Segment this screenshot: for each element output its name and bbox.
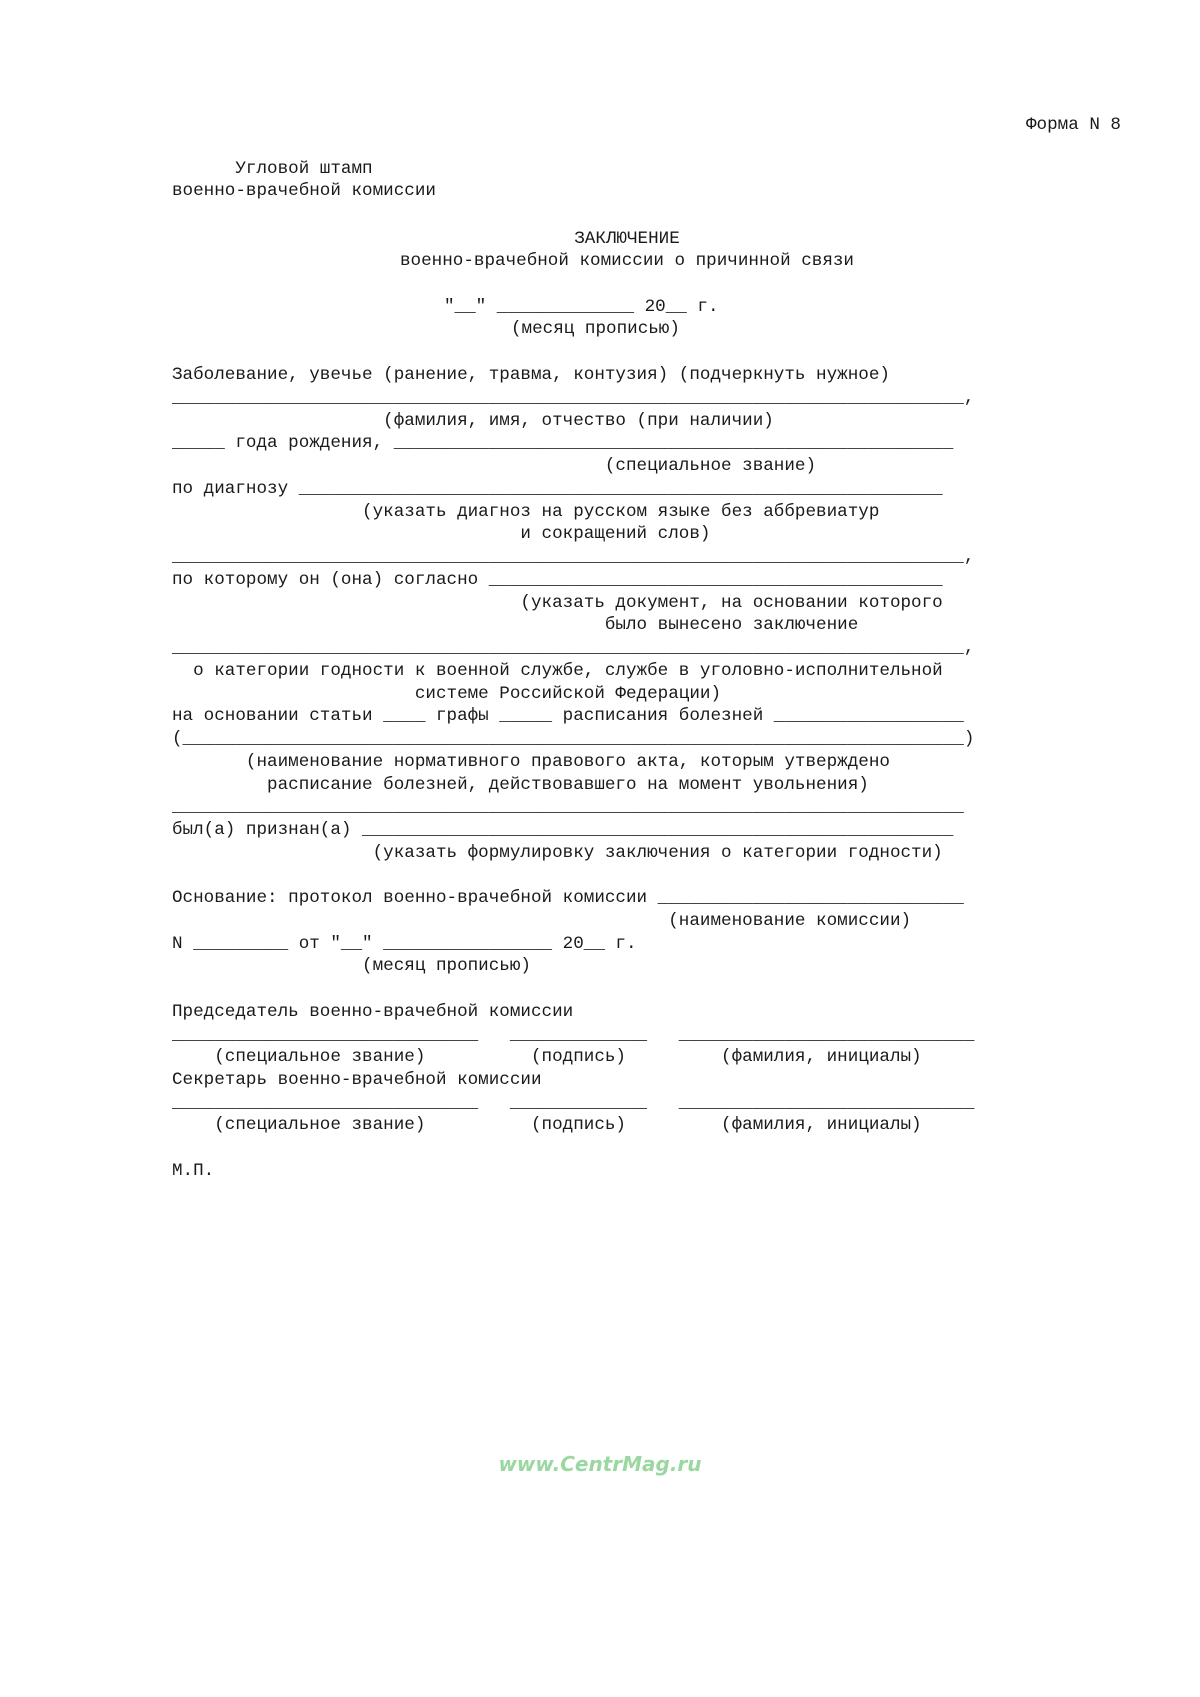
form-line: и сокращений слов) — [172, 524, 711, 544]
date-line: "__" _____________ 20__ г. — [444, 297, 719, 317]
form-line: Заболевание, увечье (ранение, травма, контузия) (подчеркнуть нужное) — [172, 365, 890, 385]
form-line: ___________________________________________________________________________ — [172, 797, 964, 817]
stamp-line-1: Угловой штамп — [172, 159, 373, 179]
form-line: (специальное звание) (подпись) (фамилия, инициалы) — [172, 1115, 922, 1135]
form-line: системе Российской Федерации) — [172, 684, 722, 704]
form-line: (месяц прописью) — [172, 956, 531, 976]
document-subheading: военно-врачебной комиссии о причинной связи — [400, 251, 854, 271]
form-line: ___________________________________________________________________________, — [172, 638, 975, 658]
form-line: _____ года рождения, _____________________________________________________ — [172, 433, 954, 453]
form-line: по диагнозу _____________________________________________________________ — [172, 479, 943, 499]
form-line: о категории годности к военной службе, службе в уголовно-исполнительной — [172, 661, 943, 681]
form-line: было вынесено заключение — [172, 615, 859, 635]
form-line: по которому он (она) согласно ___________________________________________ — [172, 570, 943, 590]
form-line: (__________________________________________________________________________) — [172, 729, 975, 749]
form-line: (наименование комиссии) — [172, 911, 912, 931]
document-heading: ЗАКЛЮЧЕНИЕ — [574, 229, 680, 249]
form-line: (указать документ, на основании которого — [172, 593, 943, 613]
form-line: (фамилия, имя, отчество (при наличии) — [172, 411, 774, 431]
form-line: _____________________________ _____________ ____________________________ — [172, 1093, 975, 1113]
stamp-line-2: военно-врачебной комиссии — [172, 181, 436, 201]
form-line: (указать диагноз на русском языке без аббревиатур — [172, 502, 880, 522]
form-line: ___________________________________________________________________________, — [172, 388, 975, 408]
form-line: Председатель военно-врачебной комиссии — [172, 1002, 574, 1022]
form-line: ___________________________________________________________________________, — [172, 547, 975, 567]
form-line: (наименование нормативного правового акта, которым утверждено — [172, 752, 890, 772]
form-line: N _________ от "__" ________________ 20__ г. — [172, 934, 637, 954]
date-caption: (месяц прописью) — [511, 319, 680, 339]
form-line: (указать формулировку заключения о категории годности) — [172, 843, 943, 863]
form-number: Форма N 8 — [1025, 115, 1121, 135]
form-line: на основании статьи ____ графы _____ расписания болезней __________________ — [172, 706, 964, 726]
form-line: (специальное звание) (подпись) (фамилия, инициалы) — [172, 1047, 922, 1067]
form-line: Секретарь военно-врачебной комиссии — [172, 1070, 542, 1090]
form-line: М.П. — [172, 1161, 215, 1181]
form-line: (специальное звание) — [172, 456, 817, 476]
form-line: _____________________________ _____________ ____________________________ — [172, 1025, 975, 1045]
form-line: Основание: протокол военно-врачебной комиссии _____________________________ — [172, 888, 964, 908]
form-line: расписание болезней, действовавшего на момент увольнения) — [172, 775, 869, 795]
form-line: был(а) признан(а) ________________________________________________________ — [172, 820, 954, 840]
watermark: www.CentrMag.ru — [498, 1452, 702, 1476]
